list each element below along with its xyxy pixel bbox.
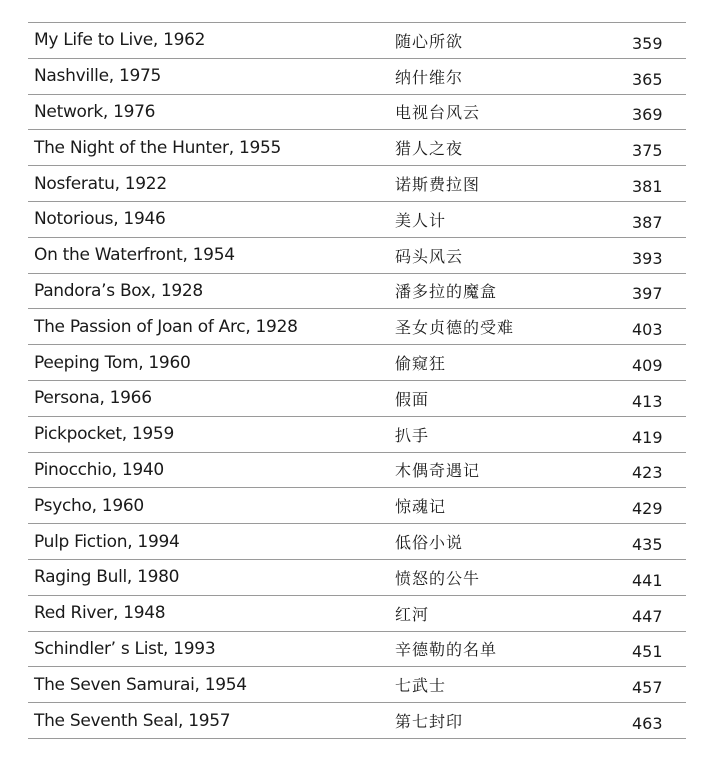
film-title: Pandora’s Box, 1928 — [34, 280, 203, 301]
page-number: 387 — [632, 212, 663, 232]
page-number: 375 — [632, 141, 663, 161]
page-number: 423 — [632, 463, 663, 483]
film-chinese-title: 美人计 — [395, 210, 447, 230]
film-title: Pinocchio, 1940 — [34, 459, 164, 480]
film-title: Pulp Fiction, 1994 — [34, 531, 180, 552]
table-row — [28, 381, 686, 417]
film-title: Nashville, 1975 — [34, 66, 162, 87]
page-number: 409 — [632, 356, 663, 376]
page-number: 447 — [632, 606, 663, 626]
film-title: Psycho, 1960 — [34, 495, 144, 516]
table-row — [28, 667, 686, 703]
film-chinese-title: 辛德勒的名单 — [395, 640, 498, 660]
film-title: Schindler’ s List, 1993 — [34, 638, 216, 659]
film-chinese-title: 偷窥狂 — [395, 354, 447, 374]
table-row — [28, 202, 686, 238]
film-title: My Life to Live, 1962 — [34, 30, 206, 51]
page-number: 463 — [632, 714, 663, 734]
film-chinese-title: 木偶奇遇记 — [395, 461, 481, 481]
page-number: 369 — [632, 105, 663, 125]
page-number: 403 — [632, 320, 663, 340]
film-index-table — [28, 22, 686, 739]
table-row — [28, 309, 686, 345]
film-chinese-title: 低俗小说 — [395, 533, 464, 553]
film-title: The Seventh Seal, 1957 — [34, 710, 231, 731]
film-chinese-title: 码头风云 — [395, 246, 464, 266]
page-number: 381 — [632, 177, 663, 197]
page-number: 457 — [632, 678, 663, 698]
film-chinese-title: 第七封印 — [395, 712, 464, 732]
film-title: Network, 1976 — [34, 101, 156, 122]
film-chinese-title: 圣女贞德的受难 — [395, 318, 515, 338]
table-row — [28, 632, 686, 668]
film-chinese-title: 电视台风云 — [395, 103, 481, 123]
film-chinese-title: 纳什维尔 — [395, 67, 464, 87]
film-chinese-title: 诺斯费拉图 — [395, 175, 481, 195]
film-title: The Seven Samurai, 1954 — [34, 674, 247, 695]
page-number: 365 — [632, 69, 663, 89]
film-title: The Passion of Joan of Arc, 1928 — [34, 316, 298, 337]
film-title: Persona, 1966 — [34, 388, 152, 409]
table-row — [28, 23, 686, 59]
table-row — [28, 596, 686, 632]
page-number: 393 — [632, 248, 663, 268]
film-chinese-title: 惊魂记 — [395, 497, 447, 517]
table-row — [28, 274, 686, 310]
film-title: On the Waterfront, 1954 — [34, 245, 235, 266]
page-number: 429 — [632, 499, 663, 519]
page-number: 441 — [632, 570, 663, 590]
table-row — [28, 166, 686, 202]
film-chinese-title: 七武士 — [395, 676, 447, 696]
film-title: Peeping Tom, 1960 — [34, 352, 191, 373]
film-title: Notorious, 1946 — [34, 209, 166, 230]
table-row — [28, 95, 686, 131]
film-title: Red River, 1948 — [34, 603, 166, 624]
table-row — [28, 417, 686, 453]
page-number: 419 — [632, 427, 663, 447]
table-row — [28, 59, 686, 95]
page-number: 413 — [632, 391, 663, 411]
film-title: Raging Bull, 1980 — [34, 567, 180, 588]
film-title: Pickpocket, 1959 — [34, 424, 174, 445]
table-row — [28, 488, 686, 524]
table-row — [28, 345, 686, 381]
film-chinese-title: 猎人之夜 — [395, 139, 464, 159]
page-number: 359 — [632, 33, 663, 53]
table-row — [28, 130, 686, 166]
film-chinese-title: 红河 — [395, 604, 430, 624]
page-number: 397 — [632, 284, 663, 304]
page-number: 451 — [632, 642, 663, 662]
table-row — [28, 703, 686, 739]
film-chinese-title: 假面 — [395, 389, 430, 409]
table-row — [28, 524, 686, 560]
film-chinese-title: 扒手 — [395, 425, 430, 445]
page-number: 435 — [632, 535, 663, 555]
film-title: Nosferatu, 1922 — [34, 173, 167, 194]
table-row — [28, 560, 686, 596]
film-chinese-title: 愤怒的公牛 — [395, 568, 481, 588]
table-row — [28, 238, 686, 274]
film-chinese-title: 随心所欲 — [395, 31, 464, 51]
film-title: The Night of the Hunter, 1955 — [34, 137, 282, 158]
table-row — [28, 453, 686, 489]
film-chinese-title: 潘多拉的魔盒 — [395, 282, 498, 302]
